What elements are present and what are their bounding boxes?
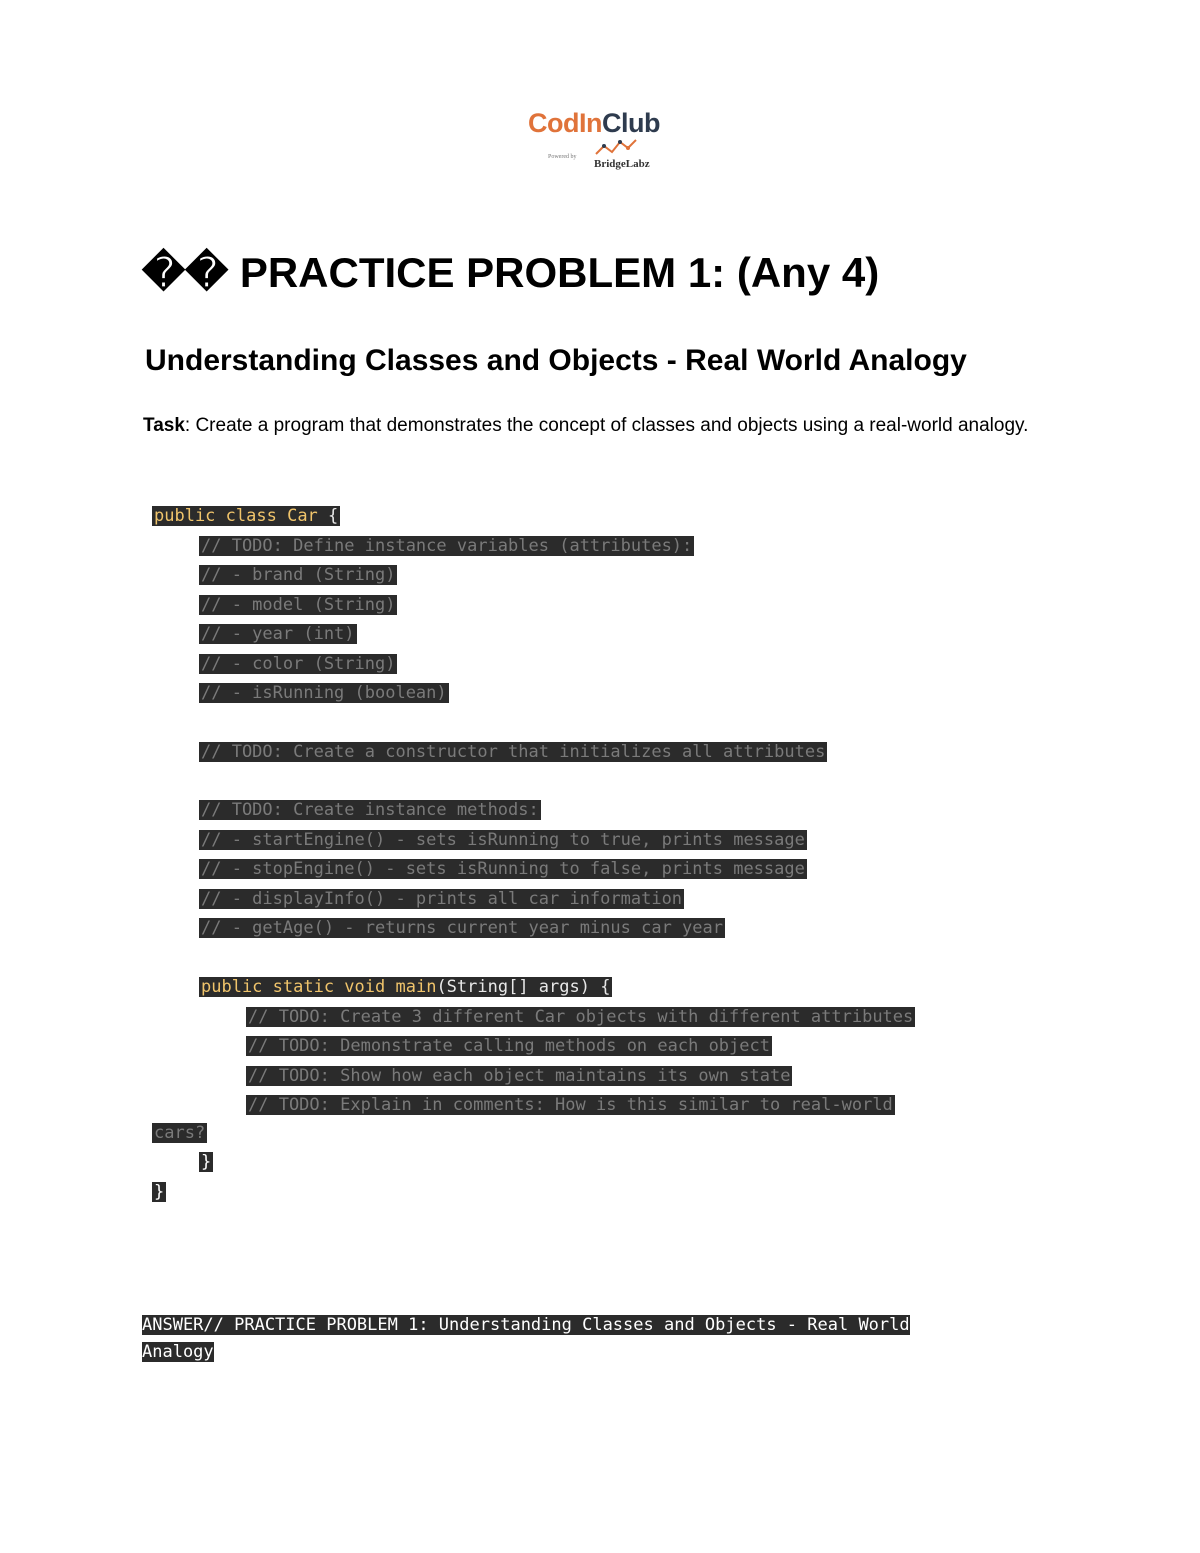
main-open-brace: { [600, 977, 611, 997]
code-comment-line: // TODO: Create 3 different Car objects with different attributes [248, 1006, 914, 1027]
codinclub-logo [528, 108, 678, 178]
code-comment-line: // - brand (String) [201, 565, 396, 585]
code-comment-line: // TODO: Demonstrate calling methods on each object [248, 1036, 770, 1056]
code-comment-line: // - startEngine() - sets isRunning to true, prints message [201, 829, 805, 850]
code-comment-line: // - model (String) [201, 594, 396, 615]
bridgelabz-mark-icon [594, 138, 638, 158]
code-comment-line: // TODO: Show how each object maintains its own state [248, 1065, 791, 1086]
logo-brand: BridgeLabz [594, 158, 650, 170]
answer-line-2: Analogy [142, 1342, 214, 1362]
code-comment-wrap: cars? [154, 1123, 206, 1143]
code-comment-line: // - stopEngine() - sets isRunning to false, prints message [201, 859, 805, 879]
page-title [142, 248, 879, 297]
code-comment-line: // TODO: Create a constructor that initializes all attributes [201, 742, 826, 762]
code-comment-line: // - displayInfo() - prints all car information [201, 888, 683, 909]
class-declaration-line [152, 502, 340, 530]
class-open-brace: { [328, 506, 339, 526]
section-subtitle: Understanding Classes and Objects - Real World Analogy [145, 344, 967, 377]
class-name: Car [287, 506, 318, 526]
task-text: : Create a program that demonstrates the concept of classes and objects using a real-world analogy. [184, 415, 1029, 436]
answer-line-1: ANSWER// PRACTICE PROBLEM 1: Understanding Classes and Objects - Real World [142, 1315, 910, 1335]
code-comment-line: // - getAge() - returns current year minus car year [201, 918, 723, 938]
logo-part-club: Club [601, 108, 660, 138]
logo-part-codin: CodIn [528, 108, 602, 138]
main-keywords: public static void [201, 977, 386, 997]
code-comment-line: // - color (String) [201, 653, 396, 674]
code-comment-line: // - isRunning (boolean) [201, 683, 447, 703]
class-keyword: public class [154, 506, 277, 526]
logo-wordmark [528, 108, 660, 139]
main-args: (String[] args) [436, 977, 590, 997]
answer-heading [142, 1312, 1042, 1366]
task-label: Task [143, 415, 185, 436]
code-comment-line: // TODO: Explain in comments: How is this similar to real-world [248, 1095, 893, 1115]
class-close-brace: } [154, 1182, 165, 1202]
code-comment-line: // - year (int) [201, 624, 355, 644]
main-declaration-line [199, 973, 612, 1001]
main-method-name: main [395, 977, 437, 997]
title-text: PRACTICE PROBLEM 1: (Any 4) [239, 249, 880, 296]
code-comment-line: // TODO: Create instance methods: [201, 800, 539, 820]
task-description [143, 412, 1043, 441]
title-prefix-glyphs: �� [142, 249, 229, 296]
logo-powered-by: Powered by [548, 154, 577, 160]
code-comment-line: // TODO: Define instance variables (attributes): [201, 535, 693, 556]
main-close-brace: } [201, 1152, 212, 1172]
